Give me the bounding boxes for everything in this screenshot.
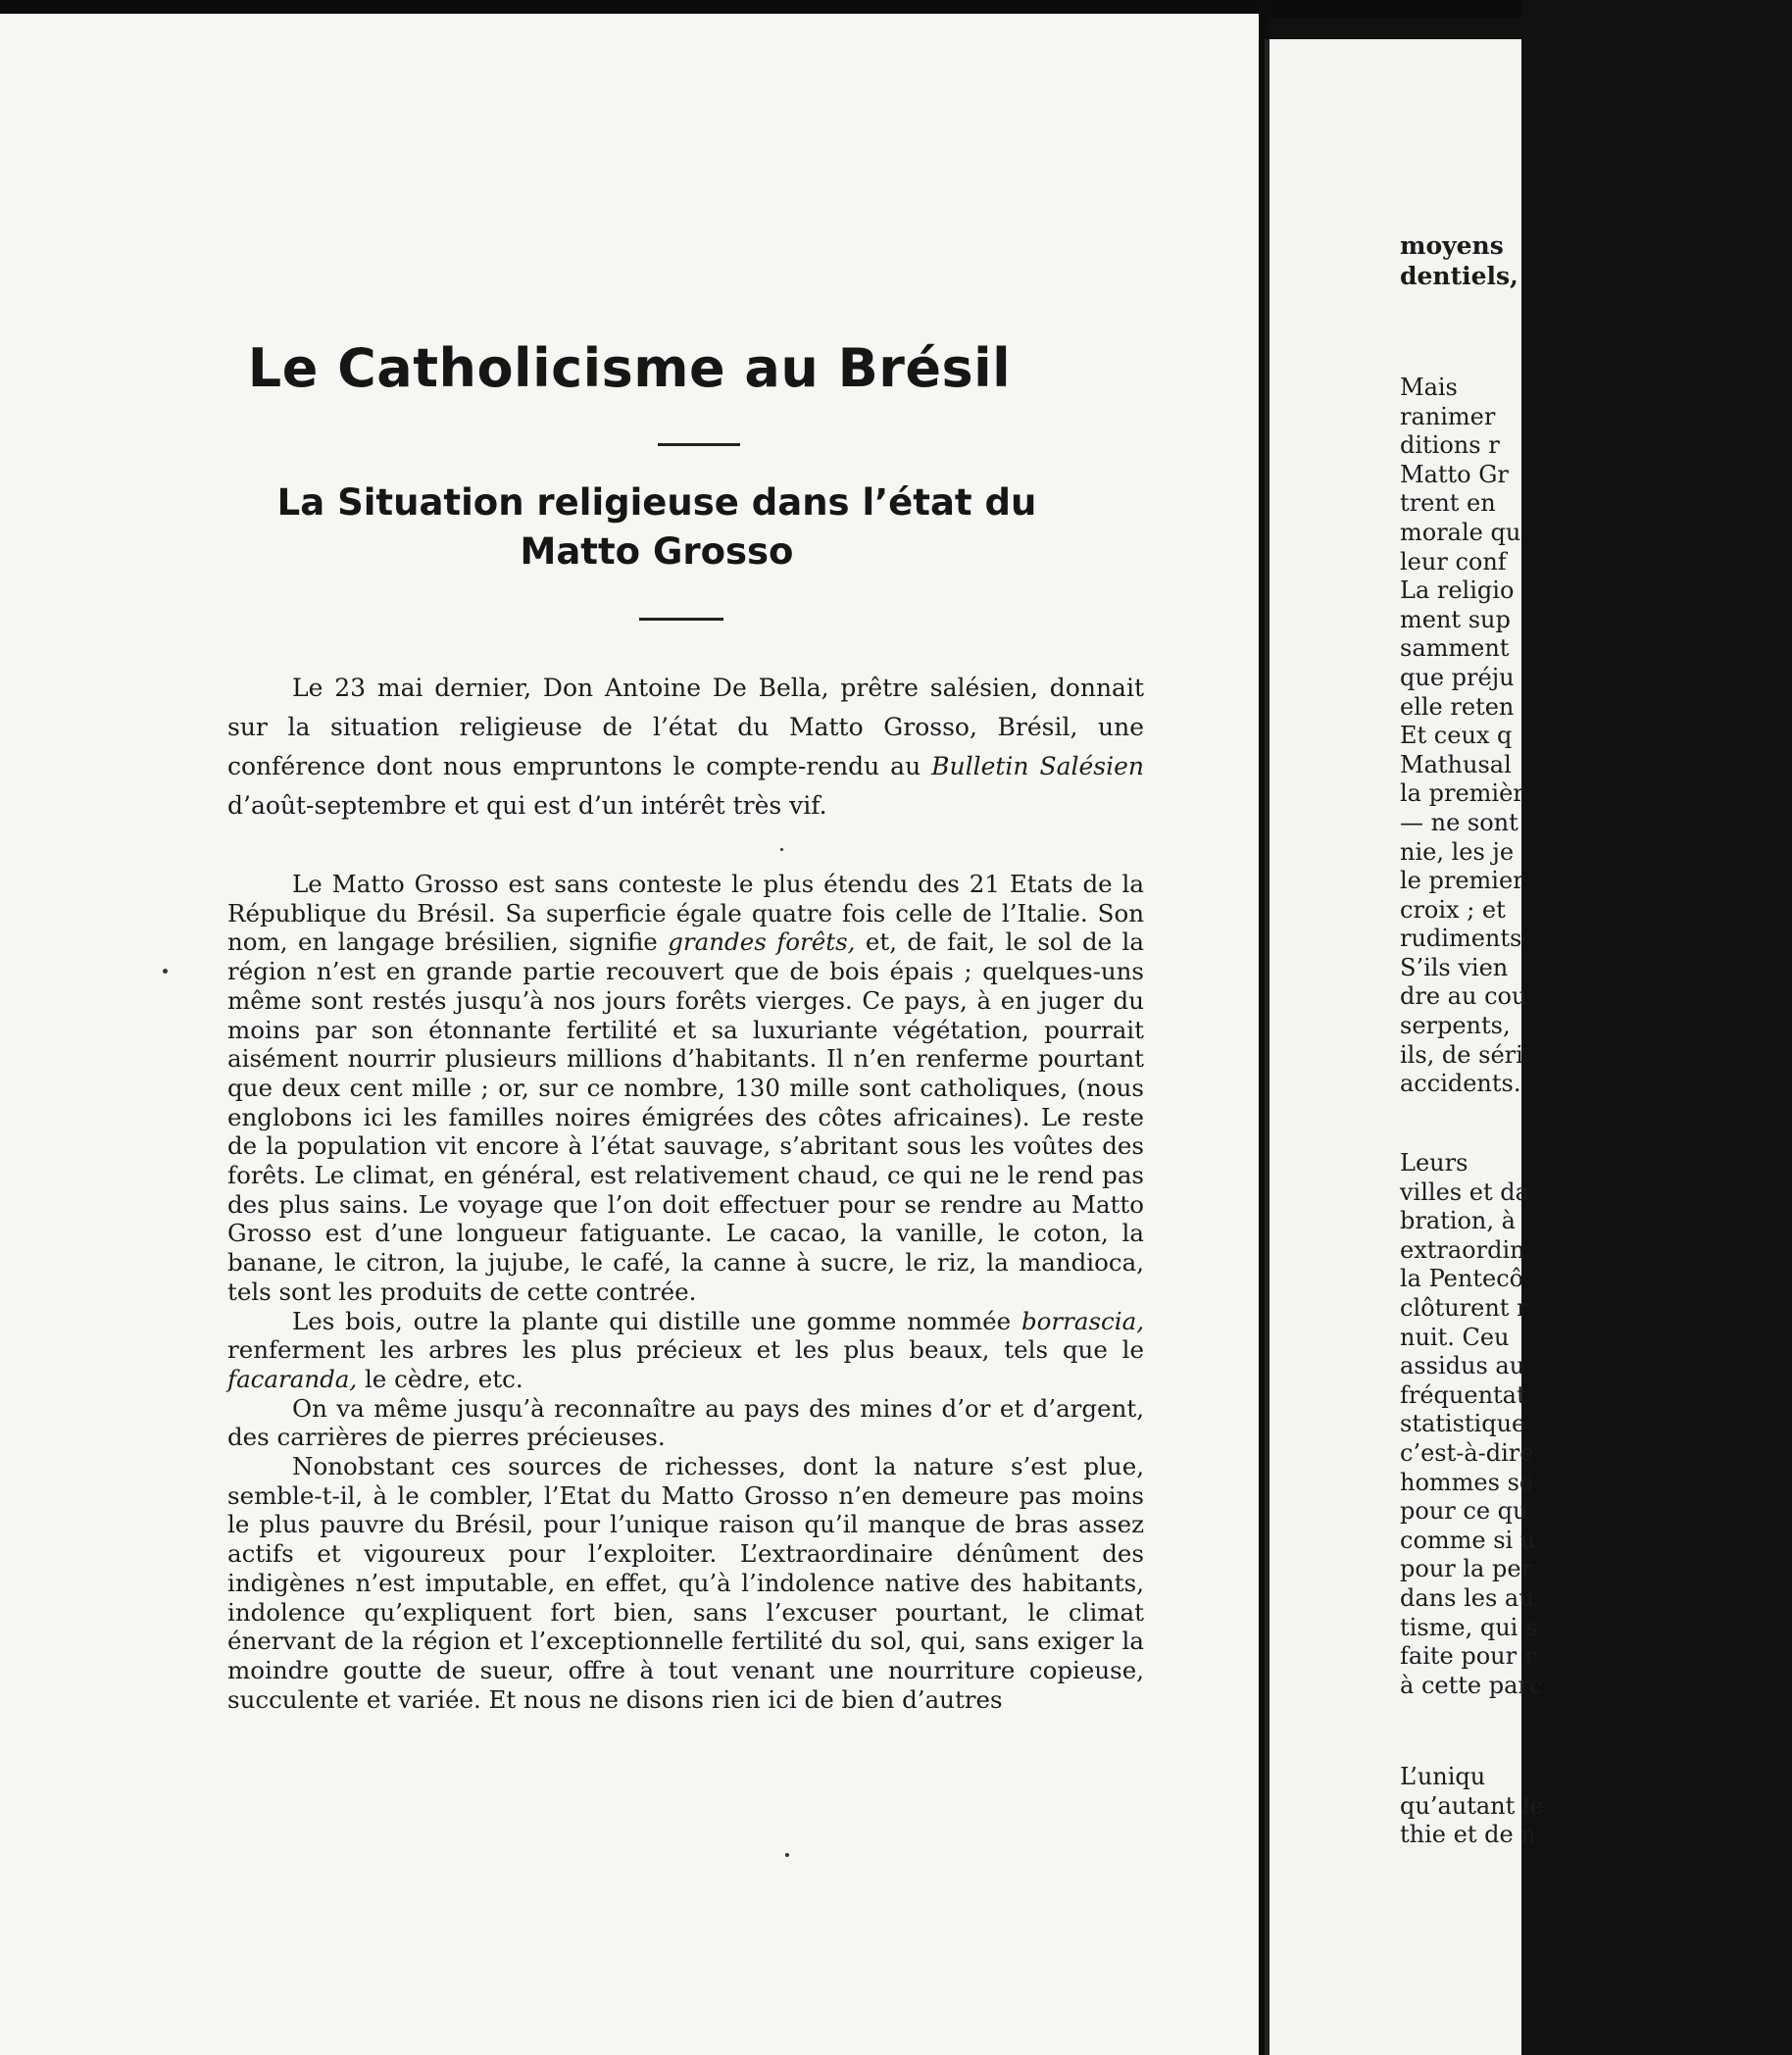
- right-page-line: statistique: [1400, 1410, 1526, 1438]
- right-page-line: villes et da: [1400, 1178, 1529, 1206]
- left-page: [0, 14, 1262, 2055]
- right-page-line: S’ils vien: [1400, 953, 1509, 981]
- subtitle-line-1: La Situation religieuse dans l’état du: [276, 481, 1037, 524]
- right-page-line: ils, de séri: [1400, 1040, 1523, 1069]
- p2-text-3: le cèdre, etc.: [357, 1364, 523, 1393]
- right-page-line: pour la per: [1400, 1555, 1533, 1583]
- paragraph-1: [227, 870, 1144, 1307]
- right-page-line: L’uniqu: [1400, 1763, 1486, 1790]
- right-page-line: elle reten: [1400, 692, 1515, 721]
- right-page-line: ditions r: [1400, 431, 1500, 460]
- right-page-line: pour ce qu: [1400, 1497, 1528, 1526]
- intro-italic-source: Bulletin Salésien: [931, 752, 1144, 780]
- ink-speck: [163, 969, 168, 974]
- right-page-line: Matto Gr: [1400, 460, 1509, 488]
- paragraph-2: [227, 1307, 1144, 1394]
- subtitle-divider: [639, 618, 723, 621]
- right-page-line: tisme, qui s: [1400, 1613, 1538, 1641]
- right-page-line: nie, les je: [1400, 837, 1515, 866]
- right-page-line: thie et de n: [1400, 1821, 1536, 1849]
- right-page-line: La religio: [1400, 576, 1515, 605]
- title-divider: [658, 443, 740, 446]
- right-page-line: bration, à: [1400, 1207, 1516, 1235]
- intro-block: [227, 669, 1144, 826]
- right-page-line: ranimer: [1400, 402, 1496, 430]
- paragraph-4: Nonobstant ces sources de richesses, dont la nature s’est plue, semble-t-il, à le combler, l’Etat du Matto Grosso n’en demeure pas moins le plus pauvre du Brésil, pour l’unique raison qu’il manque de bras assez actifs et vigoureux pour l’exploiter. L’extraordinaire dénûment des indigènes n’est imputable, en effet, qu’à l’indolence native des habitants, indolence qu’expliquent fort bien, sans l’excuser pourtant, le climat énervant de la région et l’exceptionnelle fertilité du sol, qui, sans exiger la moindre goutte de sueur, offre à tout venant une nourriture copieuse, succulente et variée. Et nous ne disons rien ici de bien d’autres: [227, 1452, 1144, 1714]
- right-page-paragraph-1: [1400, 374, 1792, 1099]
- right-page-line: le premier: [1400, 867, 1524, 895]
- right-page-line: que préju: [1400, 663, 1515, 691]
- p2-text-2: renferment les arbres les plus précieux et les plus beaux, tels que le: [227, 1335, 1144, 1365]
- right-page-line: leur conf: [1400, 547, 1507, 576]
- right-page-line: nuit. Ceu: [1400, 1323, 1510, 1351]
- right-page-top-lines: [1400, 230, 1792, 291]
- right-page-line: qu’autant le: [1400, 1791, 1544, 1820]
- right-page-line: croix ; et: [1400, 895, 1506, 924]
- ink-speck: [785, 1853, 789, 1857]
- right-page-line: comme si u: [1400, 1526, 1536, 1554]
- right-page-line: hommes se: [1400, 1468, 1534, 1496]
- right-page-line: à cette parc: [1400, 1671, 1543, 1699]
- right-page-line: samment: [1400, 634, 1510, 663]
- p1-italic: grandes forêts,: [668, 927, 856, 957]
- article-title: Le Catholicisme au Brésil: [247, 337, 1012, 399]
- right-page-line: c’est-à-dire: [1400, 1438, 1534, 1467]
- right-page-line: ment sup: [1400, 605, 1511, 633]
- intro-text-2: d’août-septembre et qui est d’un intérêt très vif.: [227, 791, 827, 820]
- right-page-line: fréquentat: [1400, 1380, 1526, 1409]
- p2-text-1: Les bois, outre la plante qui distille une gomme nommée: [292, 1306, 1021, 1335]
- right-page-line: morale qu: [1400, 518, 1521, 546]
- right-page-line: dentiels,: [1400, 262, 1518, 290]
- p1-text-1: Le Matto Grosso est sans conteste le plus étendu des 21 Etats de la République du Brésil. Sa superficie égale quatre fois celle de l’Italie. Son nom, en langage brésilien, signifie: [227, 870, 1144, 957]
- right-page-line: clôturent r: [1400, 1293, 1528, 1322]
- right-page-line: moyens: [1400, 231, 1504, 260]
- right-page-paragraph-2: [1400, 1149, 1792, 1700]
- right-page-line: trent en: [1400, 489, 1496, 518]
- right-page-line: accidents.: [1400, 1070, 1521, 1098]
- right-page-line: dre au cou: [1400, 982, 1527, 1011]
- p2-italic-2: facaranda,: [227, 1364, 358, 1393]
- right-page-line: Mais: [1400, 374, 1458, 401]
- paragraph-3: On va même jusqu’à reconnaître au pays des mines d’or et d’argent, des carrières de pierres précieuses.: [227, 1393, 1144, 1452]
- right-page-line: rudiments: [1400, 925, 1522, 953]
- right-page-line: Mathusal: [1400, 750, 1512, 778]
- p1-text-2: et, de fait, le sol de la région n’est en grande partie recouvert que de bois épais ; quelques-uns même sont restés jusqu’à nos jours forêts vierges. Ce pays, à en juger du moins par son étonnante fertilité et sa luxuriante végétation, pourrait aisément nourrir plusieurs millions d’habitants. Il n’en renferme pourtant que deux cent mille ; or, sur ce nombre, 130 mille sont catholiques, (nous englobons ici les familles noires émigrées des côtes africaines). Le reste de la population vit encore à l’état sauvage, s’abritant sous les voûtes des forêts. Le climat, en général, est relativement chaud, ce qui ne le rend pas des plus sains. Le voyage que l’on doit effectuer pour se rendre au Matto Grosso est d’une longueur fatiguante. Le cacao, la vanille, le coton, la banane, le citron, la jujube, le café, la canne à sucre, le riz, la mandioca, tels sont les produits de cette contrée.: [227, 927, 1144, 1306]
- article-subtitle: [186, 478, 1127, 576]
- right-page-line: la premièr: [1400, 779, 1524, 808]
- right-page-line: Et ceux q: [1400, 722, 1513, 750]
- intro-paragraph: [227, 669, 1144, 826]
- right-page-line: assidus au: [1400, 1352, 1525, 1380]
- right-page-line: — ne sont: [1400, 808, 1518, 836]
- right-page-line: faite pour r: [1400, 1642, 1536, 1671]
- ink-speck: [780, 848, 783, 851]
- right-page-line: dans les au: [1400, 1583, 1534, 1612]
- right-page-line: extraordin: [1400, 1235, 1525, 1264]
- right-page-paragraph-3: [1400, 1763, 1792, 1850]
- subtitle-line-2: Matto Grosso: [520, 530, 794, 573]
- p2-italic-1: borrascia,: [1021, 1306, 1144, 1335]
- right-page-line: serpents,: [1400, 1012, 1511, 1040]
- right-page-line: la Pentecô: [1400, 1265, 1524, 1293]
- right-page-line: Leurs: [1400, 1149, 1468, 1177]
- article-body: [227, 870, 1144, 1714]
- intro-text-1: Le 23 mai dernier, Don Antoine De Bella, prêtre salésien, donnait sur la situation religieuse de l’état du Matto Grosso, Brésil, une conférence dont nous empruntons le compte-rendu au: [227, 674, 1144, 780]
